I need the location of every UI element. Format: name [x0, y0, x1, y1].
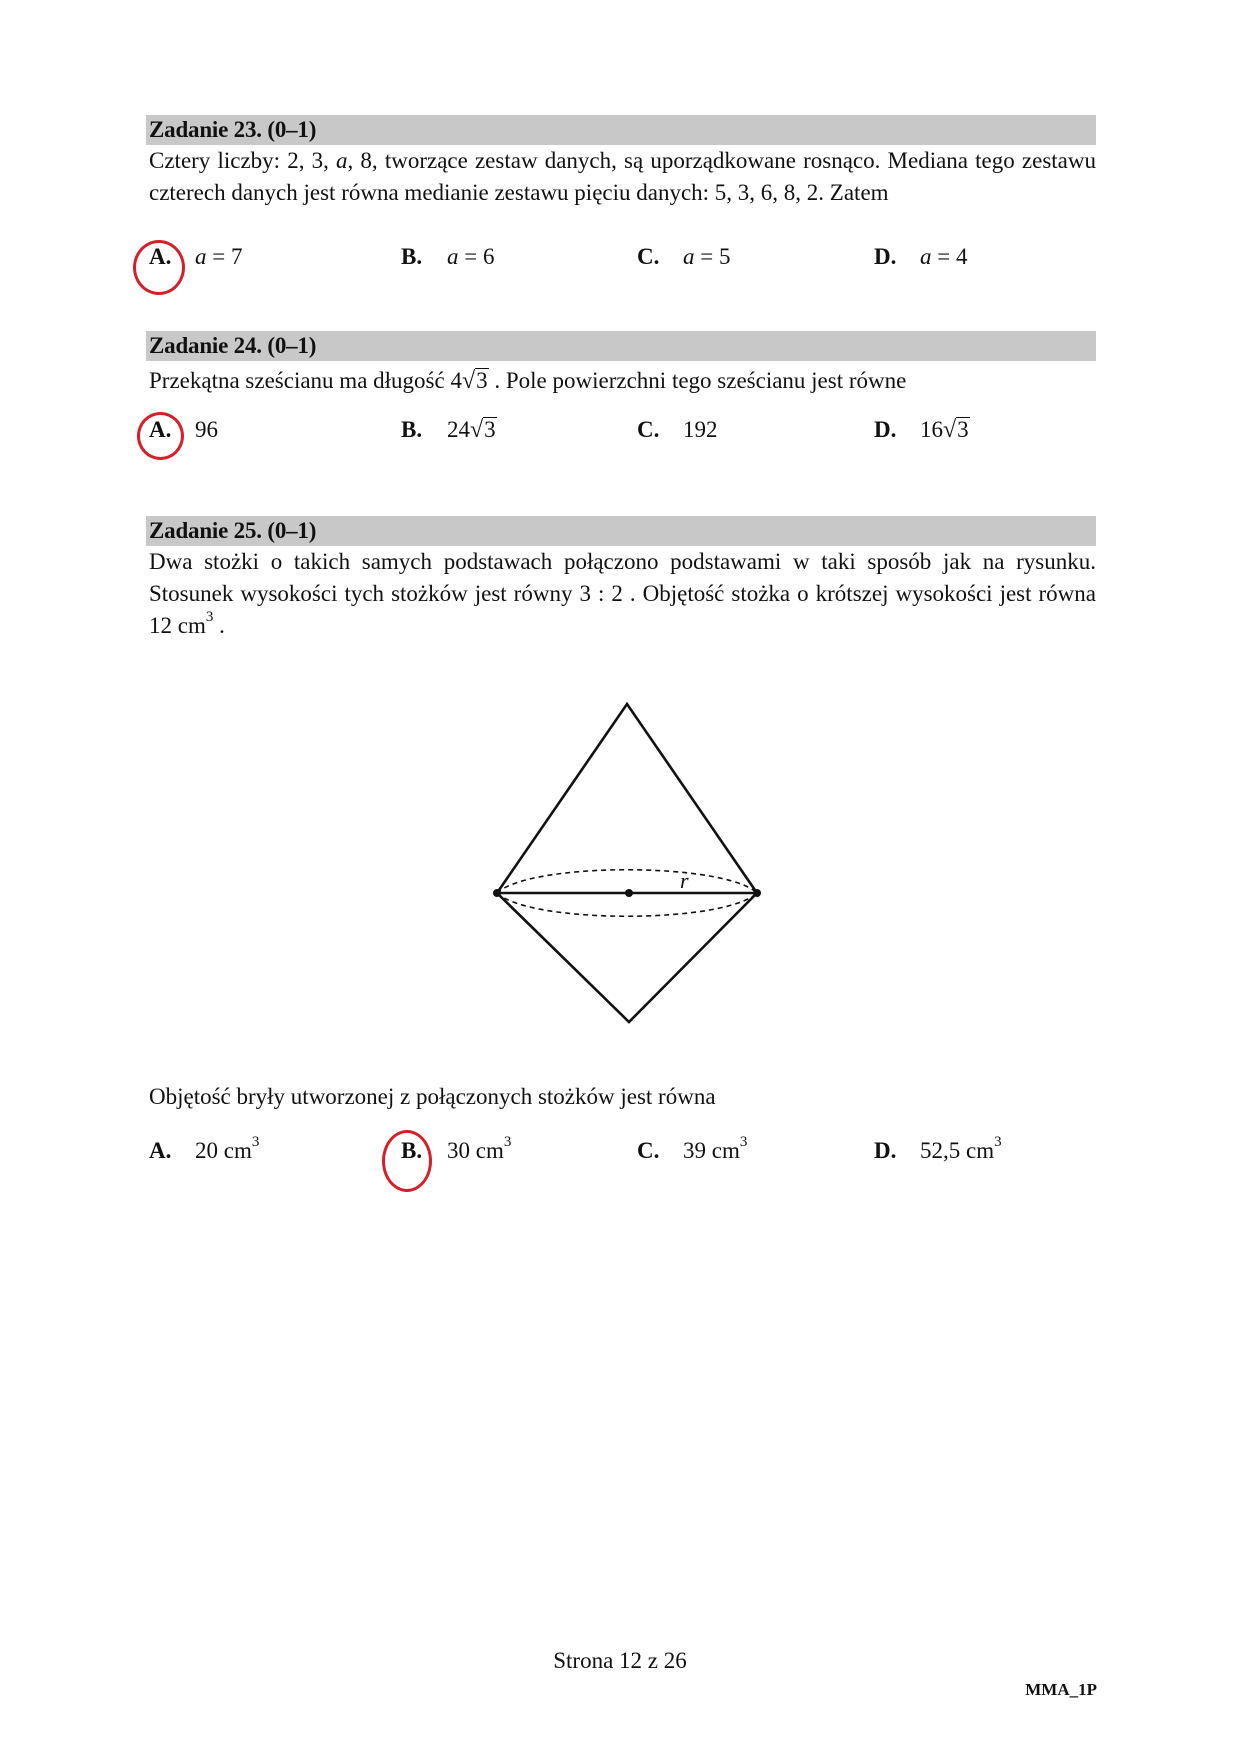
base-ellipse-front [497, 893, 757, 916]
center-point [625, 889, 633, 897]
task-24-answer-a[interactable] [149, 410, 218, 450]
task-24-answer-b[interactable] [401, 410, 497, 450]
upper-cone-outline [497, 704, 757, 893]
task-24-answer-c[interactable] [637, 410, 718, 450]
task-23-answer-b[interactable] [401, 237, 494, 277]
answer-value: 52,5 $cm^3$ [920, 1134, 1002, 1163]
task-24-header: Zadanie 24. (0–1) [146, 331, 1096, 361]
task-23-answer-d[interactable] [874, 237, 967, 277]
task-23-text-part2: , 8, tworzące zestaw danych, są uporządkowane rosnąco. Mediana tego zestawu czterech danych jest równa medianie zestawu pięciu danych: 5, 3, 6, 8, 2. Zatem [149, 148, 1096, 205]
task-25-answers [146, 1131, 1096, 1171]
answer-letter: A. [149, 417, 172, 442]
task-23-answer-c[interactable] [637, 237, 730, 277]
answer-letter: C. [637, 417, 660, 442]
task-23-variable: a [336, 148, 348, 173]
answer-value: a = 6 [447, 244, 495, 269]
task-23-text [146, 145, 1096, 209]
answer-letter: B. [401, 244, 423, 269]
answer-value: a = 7 [195, 244, 243, 269]
answer-value: 192 [683, 417, 718, 442]
task-25-answer-d[interactable] [874, 1131, 1002, 1171]
answer-value: 30 $cm^3$ [447, 1134, 512, 1163]
left-base-point [493, 889, 501, 897]
answer-value: 24√3 [447, 410, 497, 450]
task-23 [146, 115, 1096, 209]
page-number: Strona 12 z 26 [553, 1648, 687, 1673]
task-25-text: Dwa stożki o takich samych podstawach połączono podstawami w taki sposób jak na rysunku. Stosunek wysokości tych stożków jest równy 3 : 2 . Objętość stożka o krótszej wysokości jest równa 12 $cm^3$ . [149, 549, 1096, 638]
sqrt-symbol: √3 [943, 417, 969, 443]
task-23-text-part1: Cztery liczby: 2, 3, [149, 148, 337, 173]
task-24-text: Przekątna sześcianu ma długość 4√3 . Pole powierzchni tego sześcianu jest równe [146, 365, 1096, 397]
task-24-answers [146, 410, 1096, 450]
task-23-answer-a[interactable] [149, 237, 242, 277]
task-25-answer-c[interactable] [637, 1131, 747, 1171]
right-base-point [753, 889, 761, 897]
answer-letter: A. [149, 244, 172, 269]
answer-value: a = 5 [683, 244, 731, 269]
exam-code: MMA_1P [1025, 1680, 1097, 1699]
answer-value: 39 $cm^3$ [683, 1134, 748, 1163]
answer-value: 96 [195, 417, 218, 442]
answer-letter: C. [637, 244, 660, 269]
answer-letter: C. [637, 1138, 660, 1163]
sqrt-symbol: √3 [461, 368, 488, 394]
task-25-answer-a[interactable] [149, 1131, 259, 1171]
task-23-header: Zadanie 23. (0–1) [146, 115, 1096, 145]
base-ellipse-back [497, 870, 757, 893]
answer-letter: B. [401, 417, 423, 442]
task-25 [146, 516, 1096, 642]
task-23-answers [146, 237, 1096, 277]
double-cone-diagram [480, 690, 780, 1030]
radius-label: r [680, 868, 689, 893]
answer-value: 20 $cm^3$ [195, 1134, 260, 1163]
lower-cone-outline [497, 893, 757, 1022]
sqrt-symbol: √3 [470, 417, 496, 443]
answer-letter: A. [149, 1138, 172, 1163]
task-24-answer-d[interactable] [874, 410, 970, 450]
task-25-answer-b[interactable] [401, 1131, 511, 1171]
task-24 [146, 331, 1096, 397]
answer-letter: D. [874, 1138, 897, 1163]
task-25-header: Zadanie 25. (0–1) [146, 516, 1096, 546]
answer-letter: B. [401, 1138, 423, 1163]
answer-letter: D. [874, 417, 897, 442]
answer-letter: D. [874, 244, 897, 269]
task-25-question: Objętość bryły utworzonej z połączonych stożków jest równa [149, 1084, 716, 1109]
answer-value: 16√3 [920, 410, 970, 450]
answer-value: a = 4 [920, 244, 968, 269]
